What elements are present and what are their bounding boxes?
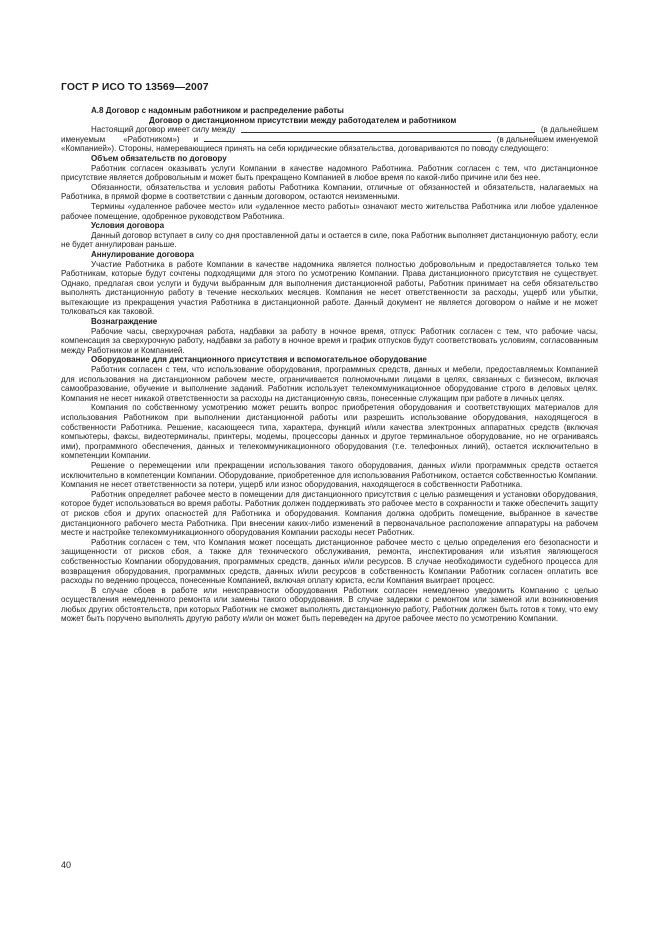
intro-text: (в дальнейшем именуемой	[496, 134, 598, 144]
intro-paragraph: «Компанией»). Стороны, намеревающиеся принять на себя юридические обязательства, договариваются по поводу следующего:	[61, 144, 549, 154]
paragraph: Данный договор вступает в силу со дня проставленной даты и остается в силе, пока Работник выполняет дистанционную работу, если не будет аннулирован раньше.	[61, 230, 598, 250]
intro-text: и	[193, 134, 199, 144]
paragraph: Работник согласен с тем, что Компания может посещать дистанционное рабочее место с целью определения его безопасности и защищенности от рисков сбоя, а также для технического обслуживания, ремонта, инспектирования или изъятия являющегося собственностью Компании оборудования, программных средств, данных и/или ресурсов. В случае необходимости судебного процесса для возвращения оборудования, программных средств, данных и/или ресурсов в собственность Компании Работник согласен оплатить все расходы по ведению процесса, понесенные Компанией, включая оплату юриста, если Компания выиграет процесс.	[61, 537, 598, 586]
paragraph: Решение о перемещении или прекращении использования такого оборудования, данных и/или программных средств остается исключительно в компетенции Компании. Оборудование, приобретенное для использования Работником, остается собственностью Компании. Компания не несет ответственности за потери, ущерб или износ оборудования, находящегося в собственности Работника.	[61, 460, 598, 490]
intro-text: Настоящий договор имеет силу между	[91, 125, 236, 135]
section-heading: Объем обязательств по договору	[91, 153, 227, 163]
section-subtitle: Договор о дистанционном присутствии между работодателем и работником	[149, 115, 457, 125]
section-heading: Оборудование для дистанционного присутствия и вспомогательное оборудование	[91, 355, 427, 365]
paragraph: Обязанности, обязательства и условия работы Работника Компании, отличные от обязанностей и обязательств, налагаемых на Работника, в прямой форме в соответствии с данным договором, остаются неизменными.	[61, 182, 598, 202]
paragraph: Компания по собственному усмотрению может решить вопрос приобретения оборудования и соответствующих материалов для использования Работником при выполнении дистанционной работы или разрешить использование оборудования, находящегося в собственности Работника. Решение, касающееся типа, характера, функций и/или качества электронных аппаратных средств (включая компьютеры, факсы, видеотерминалы, принтеры, модемы, процессоры данных и другое терминальное оборудование, но не ограниваясь ими), программного обеспечения, данных и телекоммуникационного оборудования (т.е. телефонных линий), остается исключительно в компетенции Компании.	[61, 403, 598, 461]
paragraph: Участие Работника в работе Компании в качестве надомника является полностью добровольным и предоставляется только тем Работникам, которые будут сочтены подходящими для этого по усмотрению Компании. Права дистанционного присутствия не существует. Однако, предлагая свои услуги и будучи выбранным для выполнения дистанционной работы, Работник принимает на себя обязательство выполнять дистанционную работу в течение нескольких месяцев. Компания не несет ответственности за расходы, ущерб или убытки, вытекающие из прекращения участия Работника в дистанционной работе. Данный документ не является договором о найме и не может толковаться как таковой.	[61, 259, 598, 317]
paragraph: В случае сбоев в работе или неисправности оборудования Работник согласен немедленно уведомить Компанию с целью осуществления немедленного ремонта или замены такого оборудования. В случае задержки с ремонтом или заменой или возникновения любых других обстоятельств, при которых Работник не сможет выполнять дистанционную работу, Работник должен быть готов к тому, что ему может быть поручено выполнять другую работу и/или он может быть переведен на другое рабочее место по усмотрению Компании.	[61, 585, 598, 624]
company-blank-field	[204, 140, 491, 142]
page-number: 40	[61, 860, 72, 870]
section-title: А.8 Договор с надомным работником и распределение работы	[91, 106, 344, 115]
paragraph: Термины «удаленное рабочее место» или «удаленное место работы» означают место жительства Работника или любое удаленное рабочее помещение, одобренное руководством Работника.	[61, 201, 598, 221]
intro-text: «Работником»)	[123, 134, 180, 144]
section-heading: Условия договора	[91, 221, 165, 231]
intro-text: именуемым	[61, 134, 106, 144]
section-heading: Вознаграждение	[91, 317, 158, 327]
paragraph: Работник определяет рабочее место в помещении для дистанционного присутствия с целью размещения и установки оборудования, которое будет использоваться во время работы. Работник должен поддерживать это рабочее место в сохранности и также обеспечить защиту от рисков сбоя и других опасностей для Работника и оборудования. Компания должна одобрить помещение, выбранное в качестве дистанционного рабочего места Работника. При внесении каких-либо изменений в первоначальное расположение аппаратуры на рабочем месте и настройке телекоммуникационного оборудования Компании расходы несет Работник.	[61, 489, 598, 538]
party-blank-field	[241, 131, 534, 133]
intro-line-2	[61, 135, 598, 145]
document-body	[61, 106, 598, 624]
paragraph: Работник согласен с тем, что использование оборудования, программных средств, данных и мебели, предоставляемых Компанией для использования на дистанционном рабочем месте, ограничивается полномочными лицами в целях, связанных с бизнесом, включая самообразование, обучение и выполнение заданий. Работник использует телекоммуникационное оборудование строго в деловых целях. Компания не несет никакой ответственности за расходы на дистанционную связь, понесенные служащим при работе в личных целях.	[61, 365, 598, 403]
intro-text: (в дальнейшем	[540, 125, 598, 135]
document-header: ГОСТ Р ИСО ТО 13569—2007	[61, 82, 209, 93]
section-heading: Аннулирование договора	[91, 249, 194, 259]
paragraph: Рабочие часы, сверхурочная работа, надбавки за работу в ночное время, отпуск: Работник согласен с тем, что рабочие часы, компенсация за сверхурочную работу, надбавки за работу в ночное время и график отпусков будут соответствовать условиям, согласованным между Работником и Компанией.	[61, 326, 598, 355]
intro-line-1	[61, 125, 598, 135]
paragraph: Работник согласен оказывать услуги Компании в качестве надомного Работника. Работник согласен с тем, что дистанционное присутствие является добровольным и может быть прекращено Компанией в любое время по какой-либо причине или без нее.	[61, 163, 598, 183]
contract-sections	[61, 154, 598, 624]
